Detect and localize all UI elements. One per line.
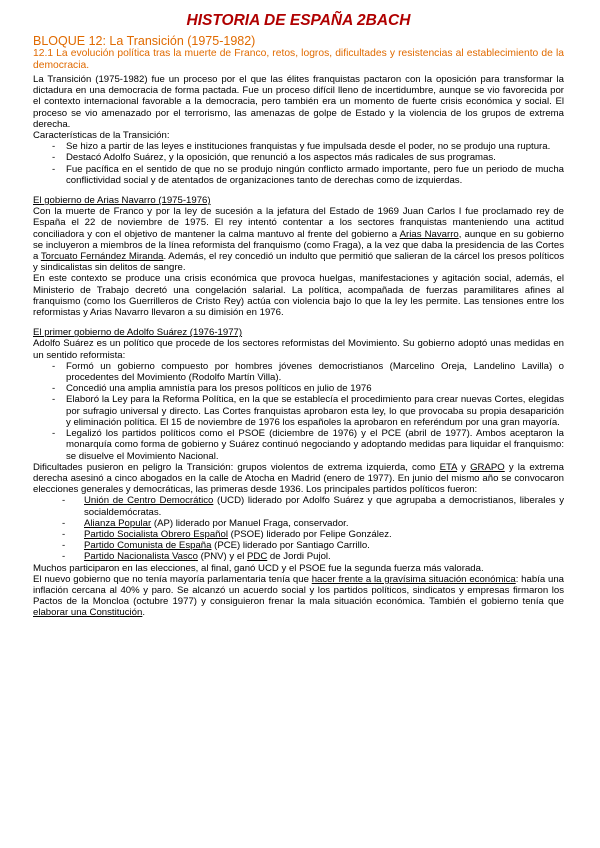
- measures-list: [33, 361, 564, 462]
- text-span: y: [457, 461, 471, 473]
- section-subtitle: 12.1 La evolución política tras la muerte de Franco, retos, logros, dificultades y resistencias al establecimiento de la democracia.: [33, 48, 564, 71]
- parties-list: [33, 495, 564, 562]
- arias-paragraph-1: [33, 206, 564, 273]
- grapo-link[interactable]: GRAPO: [470, 461, 505, 473]
- economic-situation-link[interactable]: hacer frente a la gravísima situación económica: [311, 573, 516, 585]
- party-link-ap[interactable]: Alianza Popular: [84, 517, 152, 529]
- characteristics-label: Características de la Transición:: [33, 130, 170, 142]
- list-item: - Fue pacífica en el sentido de que no se produjo ningún conflicto armado importante, pero fue un periodo de mucha conflictividad social y de atentados de organizaciones tanto de derechas como de izquierdas.: [33, 164, 564, 186]
- list-item: [33, 495, 564, 517]
- characteristics-list: [33, 141, 564, 186]
- list-item: - Elaboró la Ley para la Reforma Política, en la que se establecía el procedimiento para crear nuevas Cortes, elegidas por sufragio universal y directo. Las Cortes franquistas aprobaron esta ley, lo que provocaba su propia desaparición y eliminación política. El 15 de noviembre de 1976 los españoles la aprobaron en referéndum por una gran mayoría.: [33, 394, 564, 428]
- party-link-pnv[interactable]: Partido Nacionalista Vasco: [84, 551, 198, 563]
- list-item: [33, 518, 564, 529]
- text-span: Con la muerte de Franco y por la ley de sucesión a la jefatura del Estado de 1969 Juan Carlos I fue proclamado rey de España el 22 de noviembre de 1975. El rey intentó contentar a los sectores franquistas manteniendo una actitud conciliadora y con el objetivo de mantener la calma mantuvo al frente del gobierno a: [33, 206, 564, 240]
- text-span: . Además, el rey concedió un indulto que permitió que salieran de la cárcel los presos políticos y sindicalistas sin delitos de sangre.: [33, 251, 565, 274]
- party-link-pdc[interactable]: PDC: [247, 551, 268, 563]
- document-page: [33, 12, 564, 619]
- page-title: HISTORIA DE ESPAÑA 2BACH: [186, 12, 411, 29]
- arias-navarro-link[interactable]: Arias Navarro: [399, 228, 459, 240]
- text-span: Dificultades pusieron en peligro la Transición: grupos violentos de extrema izquierda, como: [33, 461, 440, 473]
- eta-link[interactable]: ETA: [439, 461, 458, 473]
- party-link-psoe[interactable]: Partido Socialista Obrero Español: [84, 528, 228, 540]
- party-link-ucd[interactable]: Unión de Centro Democrático: [84, 495, 214, 507]
- text-span: .: [142, 607, 146, 619]
- text-span: y la extrema derecha asesinó a cinco abogados en la calle de Atocha en Madrid (enero de 1977). En junio del mismo año se convocaron elecciones generales y democráticas, las primeras desde 1936. Los principales partidos políticos fueron:: [33, 461, 564, 496]
- elections-paragraph: Muchos participaron en las elecciones, al final, ganó UCD y el PSOE fue la segunda fuerza más valorada.: [33, 562, 484, 574]
- text-span: El nuevo gobierno que no tenía mayoría parlamentaria tenía que: [33, 573, 312, 585]
- bloque-title: BLOQUE 12: La Transición (1975-1982): [33, 34, 256, 48]
- party-link-pce[interactable]: Partido Comunista de España: [84, 540, 212, 552]
- list-item: - Concedió una amplia amnistía para los presos políticos en julio de 1976: [33, 383, 564, 394]
- text-span: , aunque en su gobierno se incluyeron a miembros de la línea reformista del franquismo (como Fraga), a la vez que daba la presidencia de las Cortes a: [33, 228, 564, 263]
- list-item: [33, 529, 564, 540]
- suarez-intro: Adolfo Suárez es un político que procede de los sectores reformistas del Movimiento. Su gobierno adoptó unas medidas en un sentido reformista:: [33, 338, 564, 361]
- arias-paragraph-2: En este contexto se produce una crisis económica que provoca huelgas, manifestaciones y agitación social, además, el Ministerio de Trabajo decretó una congelación salarial. La política, acompañada de fuerzas paramilitares afines al franquismo (como los Guerrilleros de Cristo Rey) actúa con violencia bajo lo que la ley les permite. Las tensiones entre los reformistas y Arias Navarro llevaron a su dimisión en 1976.: [33, 273, 564, 319]
- list-item: [33, 540, 564, 551]
- final-paragraph: [33, 574, 564, 619]
- arias-heading: El gobierno de Arias Navarro (1975-1976): [33, 195, 211, 207]
- constitution-link[interactable]: elaborar una Constitución: [33, 607, 143, 619]
- list-item: - Legalizó los partidos políticos como el PSOE (diciembre de 1976) y el PCE (abril de 1977). Ambos aceptaron la monarquía como forma de gobierno y Suárez continuó negociando y adoptando medidas para liquidar el franquismo: se disuelve el Movimiento Nacional.: [33, 428, 564, 462]
- text-span: (PCE) liderado por Santiago Carrillo.: [211, 540, 370, 552]
- list-item: - Se hizo a partir de las leyes e instituciones franquistas y fue impulsada desde el poder, no se produjo una ruptura.: [33, 141, 564, 152]
- list-item: - Formó un gobierno compuesto por hombres jóvenes democristianos (Marcelino Oreja, Landelino Lavilla) o procedentes del Movimiento (Rodolfo Martín Villa).: [33, 361, 564, 383]
- text-span: : había una inflación cercana al 40% y paro. Se alcanzó un acuerdo social y los partidos políticos, sindicatos y empresas firmaron los Pactos de la Moncloa (octubre 1977) y consiguieron frenar la mala situación económica. También el gobierno tenía que: [33, 573, 565, 608]
- list-item: [33, 551, 564, 562]
- intro-paragraph: La Transición (1975-1982) fue un proceso por el que las élites franquistas pactaron con la oposición para transformar la dictadura en una democracia de forma pactada. Fue un proceso difícil lleno de incertidumbre, aunque se vio favorecida por el contexto internacional favorable a la democracia, pero también era un momento de fuerte crisis económica y social. El proceso se vio amenazado por el terrorismo, las amenazas de golpe de Estado y la violencia de los grupos de extrema derecha.: [33, 74, 564, 130]
- difficulties-paragraph: [33, 462, 564, 496]
- text-span: (AP) liderado por Manuel Fraga, conservador.: [151, 517, 349, 529]
- text-span: de Jordi Pujol.: [267, 551, 331, 563]
- list-item: - Destacó Adolfo Suárez, y la oposición, que renunció a los aspectos más radicales de sus programas.: [33, 152, 564, 163]
- torcuato-link[interactable]: Torcuato Fernández Miranda: [40, 251, 164, 263]
- text-span: (PNV) y el: [197, 551, 247, 563]
- text-span: (UCD) liderado por Adolfo Suárez y que agrupaba a democristianos, liberales y socialdemócratas.: [84, 495, 564, 518]
- text-span: (PSOE) liderado por Felipe González.: [227, 528, 392, 540]
- suarez-heading: El primer gobierno de Adolfo Suárez (1976-1977): [33, 327, 243, 339]
